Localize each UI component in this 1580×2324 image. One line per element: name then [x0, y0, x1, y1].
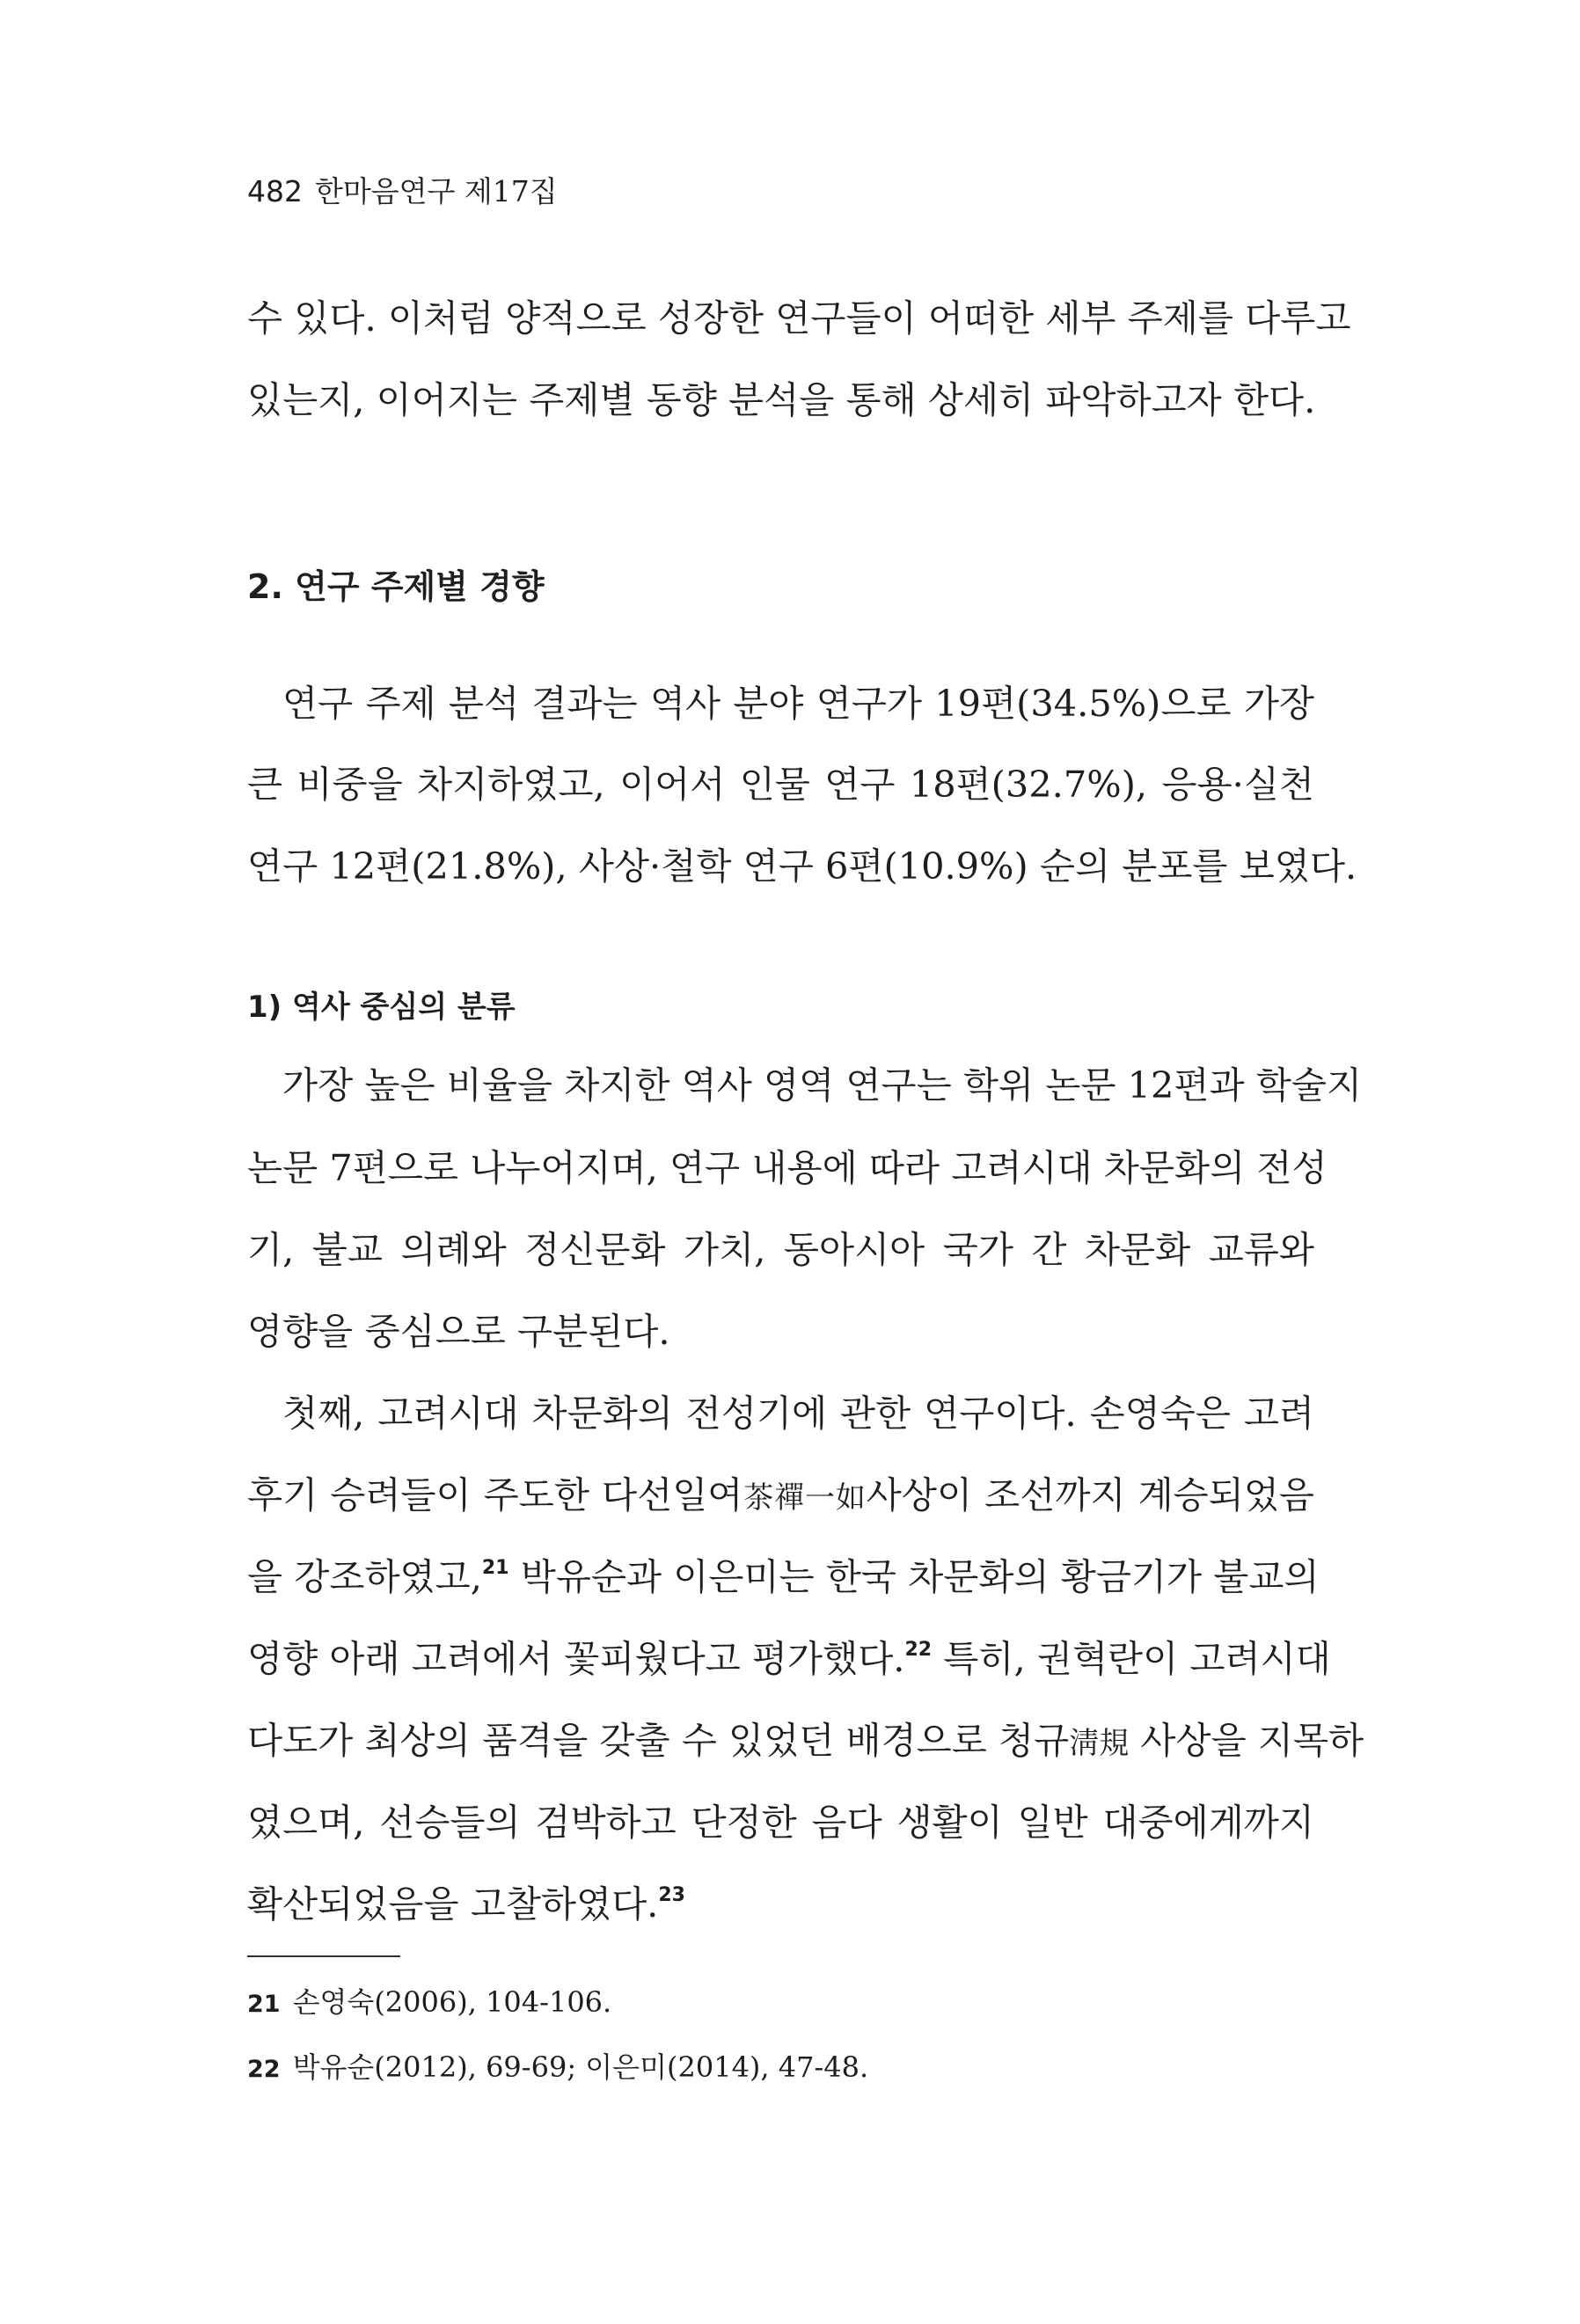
footnote-text: 손영숙(2006), 104-106.: [292, 1985, 612, 2019]
footnote-number: 21: [247, 1991, 281, 2018]
section-paragraph-line: 큰 비중을 차지하였고, 이어서 인물 연구 18편(32.7%), 응용·실천: [247, 763, 1314, 806]
text-run: 확산되었음을 고찰하였다.: [247, 1882, 659, 1926]
history-paragraph-line: 논문 7편으로 나누어지며, 연구 내용에 따라 고려시대 차문화의 전성: [247, 1146, 1328, 1189]
text-run: 영향 아래 고려에서 꽃피웠다고 평가했다.: [247, 1637, 905, 1680]
history-paragraph-line: 영향을 중심으로 구분된다.: [247, 1310, 670, 1353]
text-run: 을 강조하였고,: [247, 1555, 482, 1598]
first-paragraph-line: 첫째, 고려시대 차문화의 전성기에 관한 연구이다. 손영숙은 고려: [282, 1392, 1314, 1435]
text-run: 다도가 최상의 품격을 갖출 수 있었던 배경으로 청규: [247, 1719, 1070, 1762]
section-paragraph-line: 연구 주제 분석 결과는 역사 분야 연구가 19편(34.5%)으로 가장: [282, 682, 1314, 725]
footnote-divider: [247, 1955, 400, 1957]
footnote: [247, 1983, 611, 2024]
first-paragraph-line: [247, 1714, 1364, 1770]
first-paragraph-line: [247, 1878, 1314, 1931]
text-run: 후기 승려들이 주도한 다선일여: [247, 1473, 743, 1516]
hanja-term: 茶禪一如: [742, 1480, 867, 1516]
footnote-number: 22: [247, 2056, 281, 2083]
hanja-term: 淸規: [1069, 1726, 1130, 1761]
running-header: [247, 172, 558, 211]
intro-line: 있는지, 이어지는 주제별 동향 분석을 통해 상세히 파악하고자 한다.: [247, 378, 1316, 421]
first-paragraph-line: [247, 1633, 1331, 1685]
footnote: [247, 2048, 868, 2089]
first-paragraph-line: [247, 1469, 1314, 1524]
text-run: 박유순과 이은미는 한국 차문화의 황금기가 불교의: [508, 1555, 1320, 1598]
section-heading: 2. 연구 주제별 경향: [247, 567, 545, 606]
history-paragraph-line: 기, 불교 의례와 정신문화 가치, 동아시아 국가 간 차문화 교류와: [247, 1228, 1314, 1271]
text-run: 사상이 조선까지 계승되었음: [866, 1473, 1315, 1516]
footnote-ref[interactable]: 21: [481, 1557, 509, 1579]
footnote-text: 박유순(2012), 69-69; 이은미(2014), 47-48.: [292, 2050, 869, 2084]
section-paragraph-line: 연구 12편(21.8%), 사상·철학 연구 6편(10.9%) 순의 분포를 보였다.: [247, 844, 1357, 888]
first-paragraph-line: [247, 1551, 1320, 1604]
journal-title: 한마음연구 제17집: [315, 174, 558, 208]
subsection-heading: 1) 역사 중심의 분류: [247, 990, 516, 1025]
first-paragraph-line: 였으며, 선승들의 검박하고 단정한 음다 생활이 일반 대중에게까지: [247, 1801, 1314, 1844]
page-number: 482: [247, 174, 303, 208]
footnote-ref[interactable]: 23: [658, 1884, 685, 1906]
history-paragraph-line: 가장 높은 비율을 차지한 역사 영역 연구는 학위 논문 12편과 학술지: [282, 1063, 1363, 1107]
intro-line: 수 있다. 이처럼 양적으로 성장한 연구들이 어떠한 세부 주제를 다루고: [247, 296, 1351, 340]
footnote-ref[interactable]: 22: [904, 1639, 933, 1661]
text-run: 사상을 지목하: [1129, 1719, 1364, 1762]
text-run: 특히, 권혁란이 고려시대: [932, 1637, 1331, 1680]
